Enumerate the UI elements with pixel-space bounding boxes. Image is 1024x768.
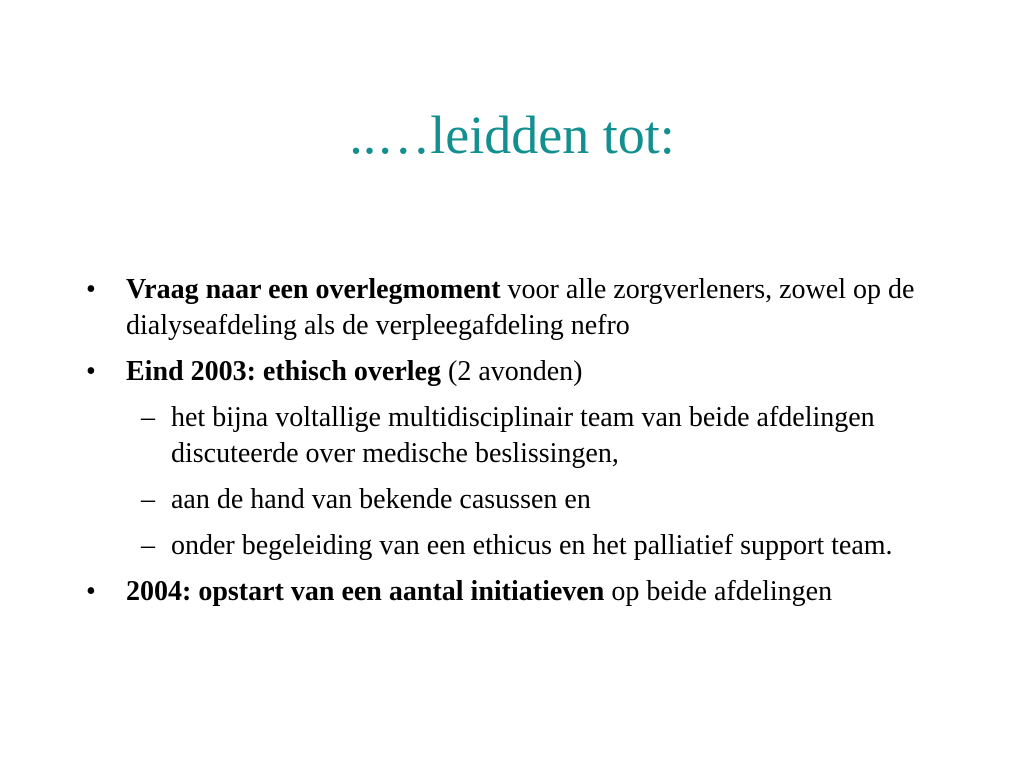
sub-bullet-item xyxy=(86,400,956,472)
sub-bullet-text: aan de hand van bekende casussen en xyxy=(171,484,591,515)
sub-bullet-list xyxy=(86,400,956,564)
sub-bullet-item xyxy=(86,528,956,564)
bullet-item-initiatieven xyxy=(86,574,956,610)
bullet-marker: • xyxy=(86,576,96,607)
dash-marker: – xyxy=(141,402,155,433)
sub-bullet-text: onder begeleiding van een ethicus en het palliatief support team. xyxy=(171,530,893,561)
bullet-item-bold: Vraag naar een overlegmoment xyxy=(126,274,501,305)
dash-marker: – xyxy=(141,484,155,515)
sub-bullet-text: het bijna voltallige multidisciplinair team van beide afdelingen discuteerde over medische beslissingen, xyxy=(171,402,875,469)
bullet-item-bold: 2004: opstart van een aantal initiatieven xyxy=(126,576,605,607)
bullet-marker: • xyxy=(86,356,96,387)
slide-title: ..…leidden tot: xyxy=(349,105,675,165)
bullet-list xyxy=(86,272,956,620)
bullet-item-bold: Eind 2003: ethisch overleg xyxy=(126,356,441,387)
bullet-item-ethisch-overleg xyxy=(86,354,956,390)
dash-marker: – xyxy=(141,530,155,561)
bullet-item-overlegmoment xyxy=(86,272,956,344)
bullet-item-text: op beide afdelingen xyxy=(604,576,833,607)
bullet-item-text: voor alle zorgverleners, zowel op de dialyseafdeling als de verpleegafdeling nefro xyxy=(126,274,915,341)
bullet-item-text: (2 avonden) xyxy=(441,356,583,387)
sub-bullet-item xyxy=(86,482,956,518)
bullet-marker: • xyxy=(86,274,96,305)
